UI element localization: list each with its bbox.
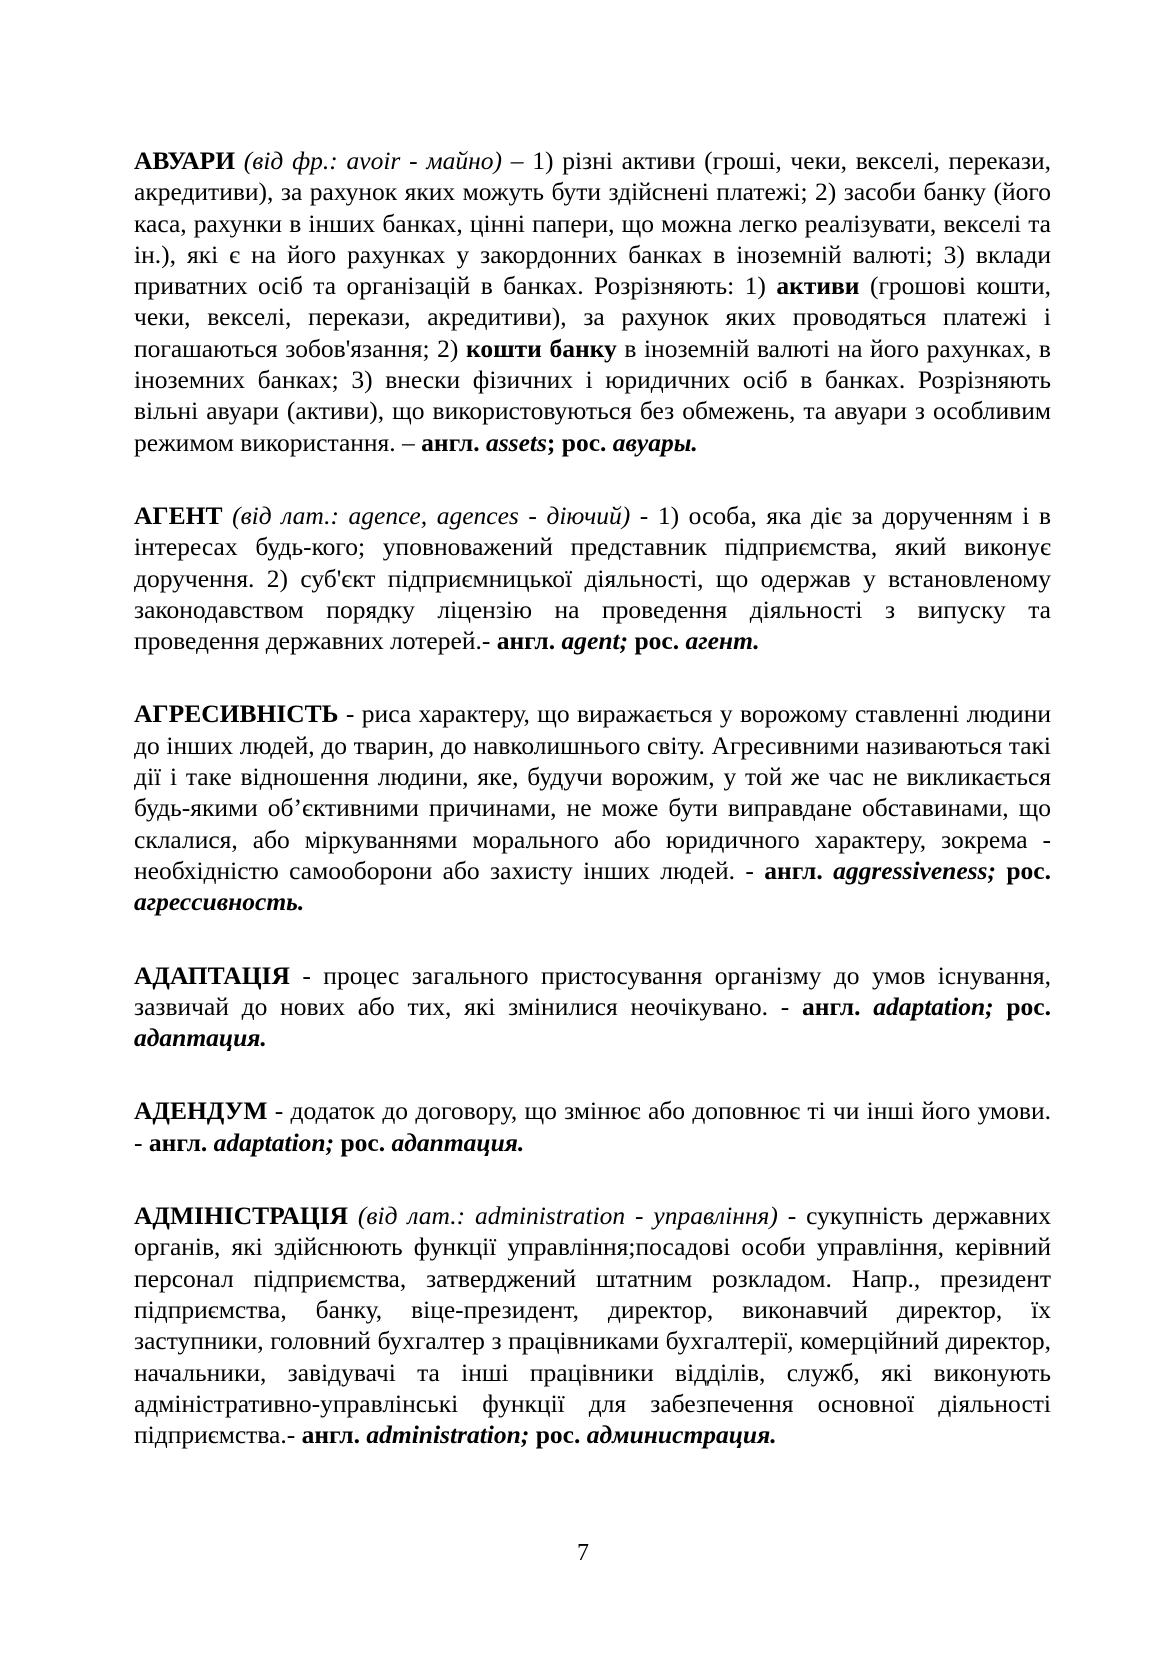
- translation-label: рос.: [529, 1420, 587, 1450]
- translation-term: авуары.: [612, 427, 698, 457]
- translation-term: agent;: [561, 626, 629, 656]
- translation-term: адаптация.: [391, 1127, 525, 1157]
- page-number: 7: [577, 1540, 589, 1566]
- entry-term: АДЕНДУМ: [134, 1096, 268, 1126]
- glossary-entries: [134, 145, 1051, 1492]
- entry-agresyvnist: [134, 698, 1051, 917]
- translation-term: агрессивность.: [134, 887, 305, 917]
- definition-text: - сукупність державних органів, які здійснюють функції управління;посадові особи управління, керівний персонал підприємства, затверджений штатним розкладом. Напр., президент підприємства, банку, віце-президент, директор, виконавчий директор, їх заступники, головний бухгалтер з працівниками бухгалтерії, комерційний директор, начальники, завідувачі та інші працівники відділів, служб, які виконують адміністративно-управлінські функції для забезпечення основної діяльності підприємства.-: [134, 1201, 1052, 1450]
- translation-term: adaptation;: [213, 1127, 335, 1157]
- definition-text: - процес загального пристосування організму до умов існування, зазвичай до нових або тих, які змінилися неочікувано. -: [134, 960, 1051, 1021]
- translation-label: рос.: [628, 626, 686, 656]
- etymology: (від фр.: avoir - майно): [243, 146, 502, 175]
- translation-label: англ.: [802, 991, 874, 1021]
- entry-avuary: [134, 145, 1051, 458]
- entry-term: АГРЕСИВНІСТЬ: [134, 699, 339, 729]
- definition-text: – 1) різні активи (гроші, чеки, векселі, перекази, акредитиви), за рахунок яких можуть бути здійснені платежі; 2) засоби банку (його каса, рахунки в інших банках, цінні папери, що можна легко реалізувати, векселі та ін.), які є на його рахунках у закордонних банках в іноземній валюті; 3) вклади приватних осіб та організацій в банках. Розрізняють: 1): [134, 146, 1052, 301]
- translation-label: рос.: [993, 991, 1051, 1021]
- definition-text: - риса характеру, що виражається у ворожому ставленні людини до інших людей, до тварин, до навколишнього світу. Агресивними називаються такі дії і таке відношення людини, яке, будучи ворожим, у той же час не викликається будь-якими об’єктивними причинами, не може бути виправдане обставинами, що склалися, або міркуваннями морального або юридичного характеру, зокрема - необхідністю самооборони або захисту інших людей. -: [134, 699, 1051, 885]
- definition-text: - додаток до договору, що змінює або доповнює ті чи інші його умови. -: [134, 1096, 1051, 1157]
- translation-term: administration;: [366, 1420, 530, 1450]
- entry-administratsiia: [134, 1200, 1051, 1450]
- translation-label: англ.: [301, 1420, 367, 1450]
- translation-label: кошти банку: [465, 333, 617, 363]
- entry-term: АВУАРИ: [134, 146, 236, 175]
- translation-label: англ.: [496, 626, 562, 656]
- translation-term: aggressiveness;: [833, 855, 996, 885]
- translation-term: адаптация.: [134, 1023, 267, 1053]
- entry-term: АДМІНІСТРАЦІЯ: [134, 1201, 349, 1231]
- entry-term: АГЕНТ: [134, 500, 223, 530]
- translation-label: англ.: [148, 1127, 214, 1157]
- translation-term: агент.: [685, 626, 760, 656]
- entry-agent: [134, 500, 1051, 656]
- translation-label: рос.: [334, 1127, 392, 1157]
- entry-adendum: [134, 1095, 1051, 1158]
- translation-term: assets: [485, 427, 547, 457]
- definition-text: (грошові кошти, чеки, векселі, перекази, акредитиви), за рахунок яких проводяться платежі і погашаються зобов'язання; 2): [134, 271, 1051, 363]
- translation-label: ; рос.: [546, 427, 613, 457]
- translation-label: активи: [776, 271, 860, 301]
- translation-term: администрация.: [586, 1420, 777, 1450]
- definition-text: [235, 146, 244, 175]
- entry-adaptatsiia: [134, 960, 1051, 1054]
- definition-text: [223, 501, 233, 530]
- translation-label: рос.: [995, 855, 1051, 885]
- definition-text: в іноземній валюті на його рахунках, в іноземних банках; 3) внески фізичних і юридичних осіб в банках. Розрізняють вільні авуари (активи), що використовуються без обмежень, та авуари з особливим режимом використання. –: [134, 333, 1051, 457]
- definition-text: - 1) особа, яка діє за дорученням і в інтересах будь-кого; уповноважений представник підприємства, який виконує доручення. 2) суб'єкт підприємницької діяльності, що одержав у встановленому законодавством порядку ліцензію на проведення діяльності з випуску та проведення державних лотерей.-: [134, 500, 1051, 656]
- etymology: (від лат.: agence, agences - діючий): [232, 500, 631, 530]
- entry-term: АДАПТАЦІЯ: [134, 960, 290, 990]
- translation-term: adaptation;: [873, 991, 994, 1021]
- definition-text: [348, 1201, 358, 1230]
- translation-label: англ.: [764, 855, 834, 885]
- etymology: (від лат.: administration - управління): [357, 1201, 778, 1231]
- translation-label: англ.: [421, 427, 486, 457]
